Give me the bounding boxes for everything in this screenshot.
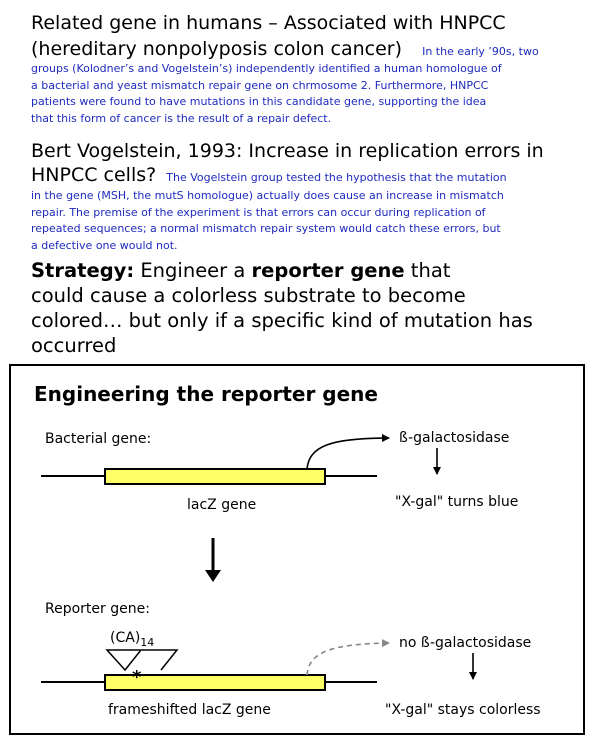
- note-line: in the gene (MSH, the mutS homologue) actually does cause an increase in mismatch: [31, 189, 504, 202]
- section2-heading-line1: Bert Vogelstein, 1993: Increase in replication errors in: [31, 140, 544, 162]
- diagram-box: [9, 364, 585, 735]
- strategy-text-b: that: [404, 259, 451, 282]
- diagram-graphics: [11, 366, 583, 733]
- product-label: ß-galactosidase: [399, 430, 510, 446]
- section2-heading-line2: [31, 163, 507, 187]
- strategy-bold: reporter gene: [251, 259, 405, 282]
- insert-base: (CA): [110, 630, 141, 646]
- big-down-arrow-icon: [205, 570, 221, 582]
- expression-arrow: [307, 438, 389, 469]
- strategy-line4: occurred: [31, 334, 117, 357]
- section2-note: [31, 188, 504, 254]
- result-label: "X-gal" turns blue: [395, 494, 519, 510]
- note-line: repeated sequences; a normal mismatch repair system would catch these errors, but: [31, 222, 501, 235]
- product-label: no ß-galactosidase: [399, 635, 532, 651]
- gene-label: frameshifted lacZ gene: [108, 702, 271, 718]
- section2-heading-text: HNPCC cells?: [31, 164, 157, 186]
- note-line: a bacterial and yeast mismatch repair gene on chrmosome 2. Furthermore, HNPCC: [31, 78, 489, 92]
- note-line: patients were found to have mutations in this candidate gene, supporting the idea: [31, 95, 487, 108]
- diagram-title: Engineering the reporter gene: [34, 382, 378, 406]
- reporter-gene-label: Reporter gene:: [45, 601, 150, 617]
- section2-note-inline: The Vogelstein group tested the hypothesis that the mutation: [166, 171, 507, 184]
- result-label: "X-gal" stays colorless: [385, 702, 541, 718]
- lacz-gene-box: [105, 469, 325, 484]
- gene-label: lacZ gene: [187, 497, 257, 513]
- section1-note-inline: In the early ’90s, two: [422, 45, 539, 58]
- insert-subscript: 14: [140, 635, 155, 649]
- note-line: a defective one would not.: [31, 238, 178, 252]
- strategy-line3: colored… but only if a specific kind of mutation has: [31, 309, 533, 332]
- section1-note: [31, 61, 502, 127]
- note-line: that this form of cancer is the result of a repair defect.: [31, 111, 332, 125]
- strategy-label: Strategy:: [31, 259, 135, 282]
- section1-heading-text: (hereditary nonpolyposis colon cancer): [31, 38, 403, 60]
- strategy: [31, 258, 533, 358]
- bacterial-gene-label: Bacterial gene:: [45, 431, 152, 447]
- section1-heading-line1: Related gene in humans – Associated with HNPCC: [31, 12, 506, 34]
- mutation-mark: *: [132, 667, 142, 688]
- strategy-text-a: Engineer a: [134, 259, 252, 282]
- insert-label: [110, 629, 154, 652]
- note-line: repair. The premise of the experiment is that errors can occur during replication of: [31, 205, 486, 219]
- strategy-line2: could cause a colorless substrate to become: [31, 284, 466, 307]
- section1-heading-line2: [31, 37, 539, 61]
- strategy-line1: [31, 258, 533, 283]
- dashed-expression-arrow: [307, 643, 389, 675]
- note-line: groups (Kolodner’s and Vogelstein’s) independently identified a human homologue of: [31, 62, 502, 75]
